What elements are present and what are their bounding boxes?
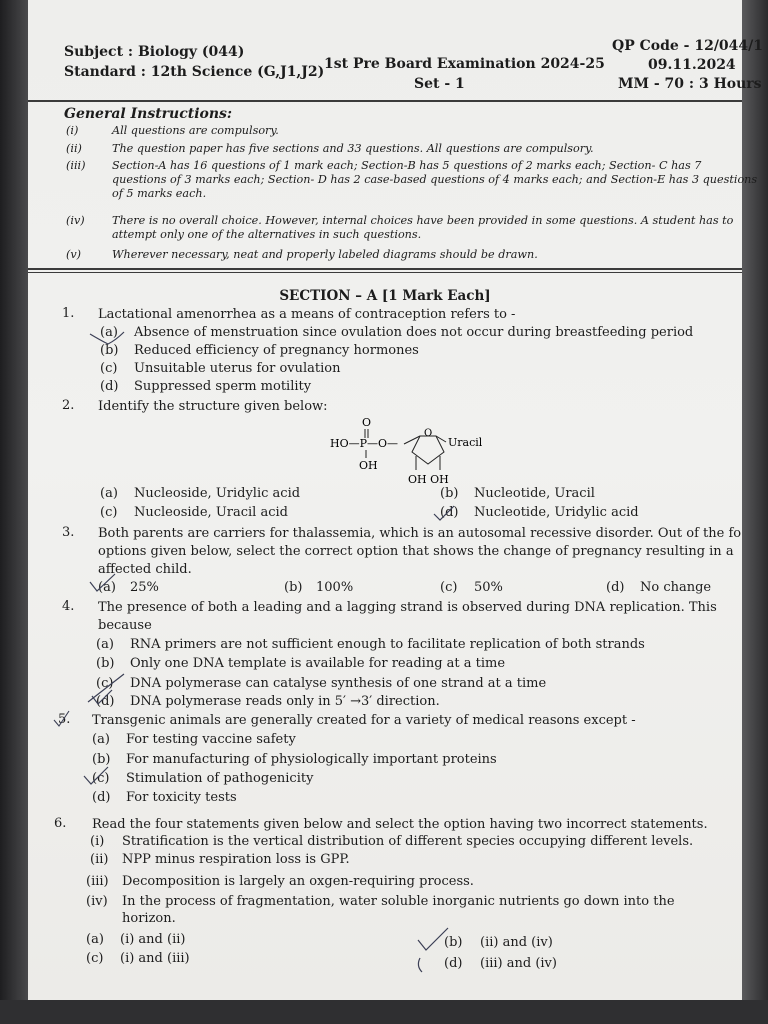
option-label: (b) — [92, 752, 111, 767]
qp-code: QP Code - 12/044/1 — [612, 38, 764, 54]
question-number: 5. — [58, 712, 71, 727]
option-label: (c) — [96, 676, 114, 691]
hydroxyl-phosphate-label: HO—P—O— — [330, 437, 399, 450]
instruction-text-cont: questions of 3 marks each; Section- D has 2 case-based questions of 4 marks each; and Section-E has 3 questions — [112, 173, 758, 186]
instruction-number: (v) — [66, 248, 82, 261]
instruction-text: All questions are compulsory. — [112, 124, 279, 137]
option-text: (iii) and (iv) — [480, 956, 557, 971]
instruction-text: There is no overall choice. However, internal choices have been provided in some questions. A student has to — [112, 214, 734, 227]
section-a-title: SECTION – A [1 Mark Each] — [279, 288, 491, 304]
option-label: (d) — [606, 580, 625, 595]
option-label: (d) — [100, 379, 119, 394]
option-text: For toxicity tests — [126, 790, 237, 805]
instruction-number: (iii) — [66, 159, 86, 172]
option-label: (a) — [98, 580, 116, 595]
statement-label: (iii) — [86, 874, 109, 889]
option-text: 50% — [474, 580, 503, 595]
option-label: (d) — [92, 790, 111, 805]
pen-tick-mark — [84, 668, 136, 708]
question-text-cont: affected child. — [98, 562, 192, 577]
question-number: 6. — [54, 816, 67, 831]
right-edge-shadow — [742, 0, 768, 1024]
subject-label: Subject : Biology (044) — [64, 44, 245, 60]
pen-tick-mark — [82, 764, 112, 788]
header-divider — [28, 100, 742, 102]
option-text: Nucleoside, Uridylic acid — [134, 486, 301, 501]
question-text: Lactational amenorrhea as a means of contraception refers to - — [98, 307, 516, 322]
option-label: (a) — [96, 637, 114, 652]
question-number: 1. — [62, 306, 75, 321]
phosphate-oh-label: OH — [359, 459, 378, 472]
option-label: (d) — [444, 956, 463, 971]
instructions-title: General Instructions: — [64, 106, 233, 122]
option-label: (a) — [86, 932, 104, 947]
option-text: Suppressed sperm motility — [134, 379, 312, 394]
statement-text: Decomposition is largely an oxgen-requiring process. — [122, 874, 474, 889]
question-number: 2. — [62, 398, 75, 413]
statement-label: (i) — [90, 834, 105, 849]
option-text: Absence of menstruation since ovulation does not occur during breastfeeding period — [134, 325, 694, 340]
instruction-text-cont: attempt only one of the alternatives in such questions. — [112, 228, 422, 241]
option-text: Unsuitable uterus for ovulation — [134, 361, 341, 376]
option-text: Nucleotide, Uracil — [474, 486, 595, 501]
instruction-number: (iv) — [66, 214, 85, 227]
option-text: DNA polymerase can catalyse synthesis of one strand at a time — [130, 676, 547, 691]
set-label: Set - 1 — [414, 76, 465, 92]
option-label: (c) — [440, 580, 458, 595]
option-text: DNA polymerase reads only in 5′ →3′ direction. — [130, 694, 440, 709]
option-label: (a) — [92, 732, 110, 747]
option-text: (i) and (ii) — [120, 932, 186, 947]
pen-tick-mark — [412, 922, 456, 976]
ring-oxygen-label: O — [424, 428, 433, 439]
instruction-number: (i) — [66, 124, 79, 137]
question-text: Transgenic animals are generally created for a variety of medical reasons except - — [92, 713, 636, 728]
statement-label: (iv) — [86, 894, 108, 909]
instruction-text: Section-A has 16 questions of 1 mark each; Section-B has 5 questions of 2 marks each; Section- C has 7 — [112, 159, 702, 172]
option-label: (b) — [440, 486, 459, 501]
statement-label: (ii) — [90, 852, 109, 867]
option-label: (d) — [96, 694, 115, 709]
instructions-divider-thin — [28, 272, 742, 273]
exam-title: 1st Pre Board Examination 2024-25 — [324, 56, 605, 72]
uridylic-acid-structure — [324, 412, 494, 488]
option-text: Nucleotide, Uridylic acid — [474, 505, 639, 520]
instruction-text-cont: of 5 marks each. — [112, 187, 207, 200]
question-text: The presence of both a leading and a lagging strand is observed during DNA replication. This — [98, 600, 717, 615]
bottom-edge-shadow — [0, 1000, 768, 1024]
question-paper — [28, 0, 764, 1000]
question-number: 4. — [62, 599, 75, 614]
option-label: (b) — [96, 656, 115, 671]
option-text: For manufacturing of physiologically important proteins — [126, 752, 497, 767]
option-label: (a) — [100, 325, 118, 340]
sugar-hydroxyl-labels: OH OH — [408, 473, 449, 486]
option-label: (b) — [444, 935, 463, 950]
question-text: Identify the structure given below: — [98, 399, 328, 414]
option-label: (c) — [92, 771, 110, 786]
pen-tick-mark — [432, 504, 458, 522]
statement-text-cont: horizon. — [122, 911, 176, 926]
option-label: (b) — [284, 580, 303, 595]
option-label: (d) — [440, 505, 459, 520]
option-text: For testing vaccine safety — [126, 732, 296, 747]
question-text-cont: because — [98, 618, 152, 633]
instruction-text: Wherever necessary, neat and properly labeled diagrams should be drawn. — [112, 248, 538, 261]
standard-label: Standard : 12th Science (G,J1,J2) — [64, 64, 325, 80]
statement-text: NPP minus respiration loss is GPP. — [122, 852, 350, 867]
option-label: (c) — [100, 505, 118, 520]
left-edge-shadow — [0, 0, 28, 1024]
instruction-number: (ii) — [66, 142, 82, 155]
option-text: Stimulation of pathogenicity — [126, 771, 314, 786]
question-text-cont: options given below, select the correct option that shows the change of pregnancy resulting in a — [98, 544, 734, 559]
option-label: (c) — [100, 361, 118, 376]
question-text: Both parents are carriers for thalassemia, which is an autosomal recessive disorder. Out of the fo — [98, 526, 742, 541]
question-number: 3. — [62, 525, 75, 540]
pen-tick-mark — [86, 330, 126, 350]
instruction-text: The question paper has five sections and 33 questions. All questions are compulsory. — [112, 142, 594, 155]
statement-text: In the process of fragmentation, water soluble inorganic nutrients go down into the — [122, 894, 675, 909]
option-label: (a) — [100, 486, 118, 501]
option-label: (c) — [86, 951, 104, 966]
option-text: Only one DNA template is available for reading at a time — [130, 656, 506, 671]
exam-date: 09.11.2024 — [648, 57, 736, 73]
pen-tick-mark — [52, 708, 72, 730]
option-label: (b) — [100, 343, 119, 358]
option-text: Nucleoside, Uracil acid — [134, 505, 288, 520]
instructions-divider — [28, 268, 742, 270]
option-text: Reduced efficiency of pregnancy hormones — [134, 343, 419, 358]
pen-tick-mark — [88, 572, 118, 594]
option-text: RNA primers are not sufficient enough to facilitate replication of both strands — [130, 637, 645, 652]
question-text: Read the four statements given below and select the option having two incorrect statements. — [92, 817, 708, 832]
option-text: (i) and (iii) — [120, 951, 190, 966]
max-marks: MM - 70 : 3 Hours — [618, 76, 762, 92]
statement-text: Stratification is the vertical distribution of different species occupying different levels. — [122, 834, 694, 849]
option-text: (ii) and (iv) — [480, 935, 553, 950]
option-text: No change — [640, 580, 712, 595]
uracil-base-label: Uracil — [448, 436, 483, 449]
phosphate-oxygen-label: O — [362, 416, 372, 429]
option-text: 25% — [130, 580, 159, 595]
option-text: 100% — [316, 580, 354, 595]
